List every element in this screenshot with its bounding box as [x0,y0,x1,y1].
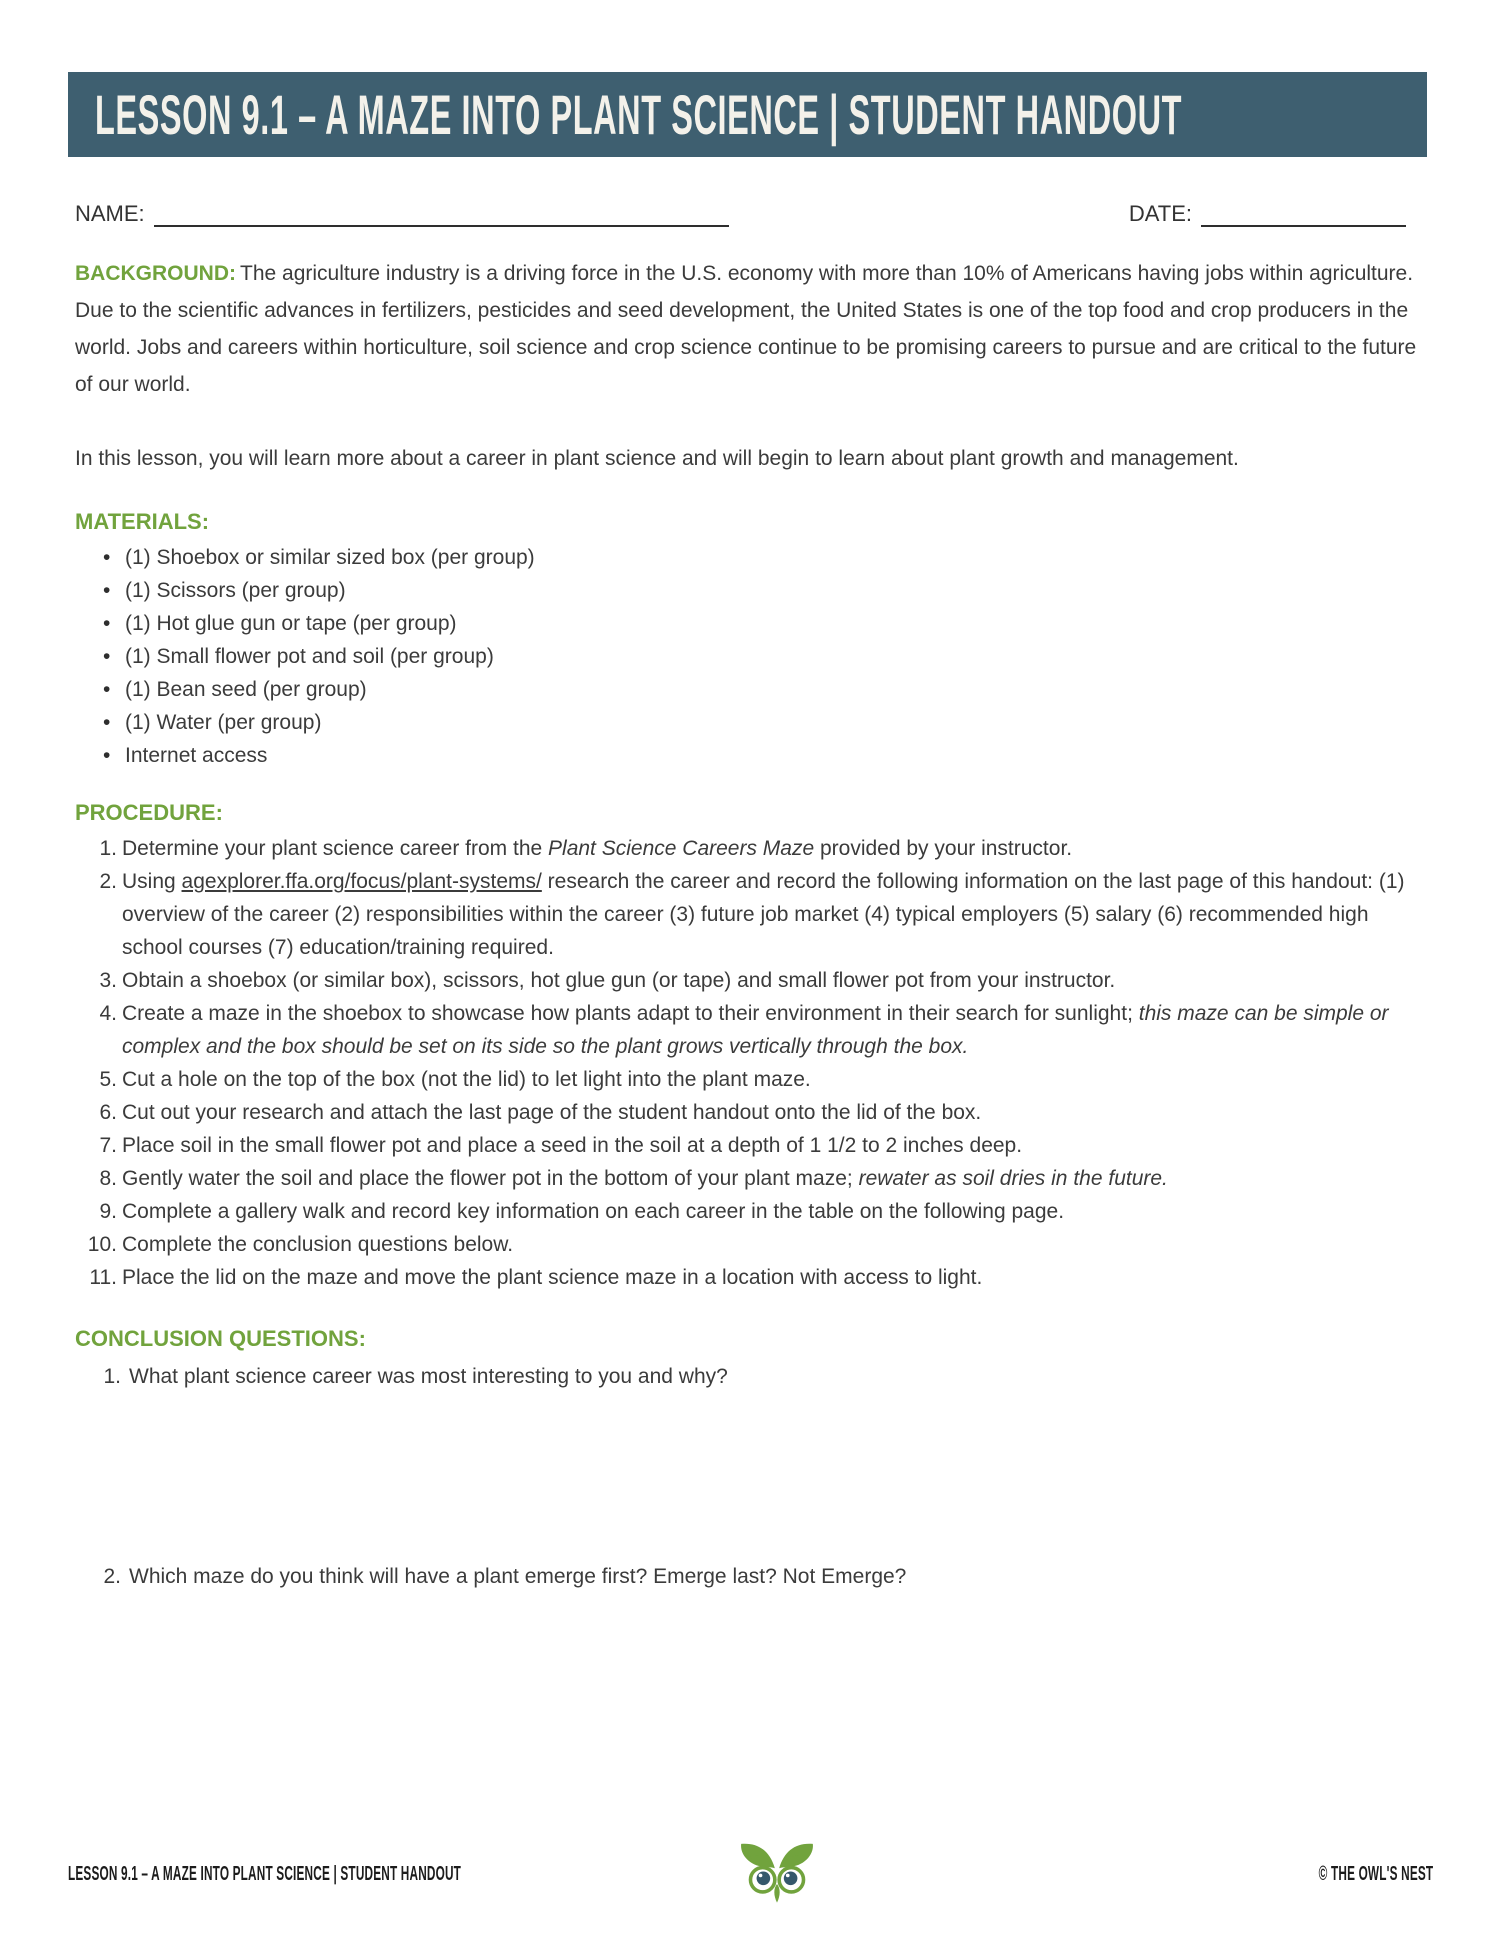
material-item-text: (1) Hot glue gun or tape (per group) [125,612,457,635]
step-text: Create a maze in the shoebox to showcase how plants adapt to their environment in their search for sunlight; this maze can be simple or complex and the box should be set on its side so the plant grows vertically through the box. [122,1002,1389,1058]
name-field [75,201,729,227]
bullet-icon: • [103,678,111,701]
step-number: 2. [99,870,117,893]
footer-lesson-title: LESSON 9.1 – A MAZE INTO PLANT SCIENCE | STUDENT HANDOUT [68,1863,462,1885]
list-item [75,673,1420,706]
date-input-line[interactable] [1201,203,1406,227]
procedure-step [75,865,1420,964]
step-text: Complete the conclusion questions below. [122,1233,514,1256]
lesson-paragraph: In this lesson, you will learn more about a career in plant science and will begin to learn about plant growth and management. [75,447,1239,470]
procedure-step [75,964,1420,997]
step-text: Gently water the soil and place the flower pot in the bottom of your plant maze; rewater as soil dries in the future. [122,1167,1168,1190]
procedure-heading: PROCEDURE: [75,800,223,825]
question-number: 1. [103,1365,121,1388]
step-text: Using agexplorer.ffa.org/focus/plant-systems/ research the career and record the following information on the last page of this handout: (1) overview of the career (2) responsibilities within the career (3) future job market (4) typical employers (5) salary (6) recommended high school courses (7) education/training required. [122,870,1405,959]
materials-list [75,541,1420,772]
material-item-text: (1) Shoebox or similar sized box (per group) [125,546,535,569]
list-item [75,541,1420,574]
procedure-step [75,1261,1420,1294]
question-number: 2. [103,1565,121,1588]
material-item-text: Internet access [125,744,268,767]
step-number: 3. [99,969,117,992]
procedure-step [75,997,1420,1063]
step-number: 5. [99,1068,117,1091]
list-item [75,739,1420,772]
step-number: 8. [99,1167,117,1190]
step-text: Cut out your research and attach the last page of the student handout onto the lid of the box. [122,1101,982,1124]
material-item-text: (1) Scissors (per group) [125,579,346,602]
procedure-step [75,1162,1420,1195]
background-paragraph [75,255,1420,403]
procedure-step [75,1096,1420,1129]
list-item [75,640,1420,673]
material-item-text: (1) Bean seed (per group) [125,678,367,701]
step-number: 10. [87,1233,117,1256]
step-text: Place soil in the small flower pot and place a seed in the soil at a depth of 1 1/2 to 2 inches deep. [122,1134,1023,1157]
step-number: 6. [99,1101,117,1124]
career-explorer-link[interactable]: agexplorer.ffa.org/focus/plant-systems/ [181,870,542,893]
procedure-step [75,1228,1420,1261]
list-item [75,706,1420,739]
bullet-icon: • [103,579,111,602]
background-label: BACKGROUND: [75,262,236,285]
step-text: Cut a hole on the top of the box (not the lid) to let light into the plant maze. [122,1068,811,1091]
conclusion-question-1 [75,1360,1420,1393]
date-label: DATE: [1128,201,1192,226]
list-item [75,574,1420,607]
materials-heading: MATERIALS: [75,509,210,534]
page-title: LESSON 9.1 – A MAZE INTO PLANT SCIENCE | STUDENT HANDOUT [95,83,1183,146]
material-item-text: (1) Small flower pot and soil (per group) [125,645,494,668]
bullet-icon: • [103,546,111,569]
bullet-icon: • [103,645,111,668]
procedure-step [75,1063,1420,1096]
bullet-icon: • [103,744,111,767]
page-footer [68,1831,1433,1917]
owl-logo-icon [734,1833,820,1915]
conclusion-heading: CONCLUSION QUESTIONS: [75,1326,366,1351]
list-item [75,607,1420,640]
step-text: Place the lid on the maze and move the plant science maze in a location with access to light. [122,1266,983,1289]
bullet-icon: • [103,612,111,635]
step-number: 11. [89,1266,117,1289]
step-number: 1. [99,837,117,860]
procedure-step [75,1195,1420,1228]
procedure-list [75,832,1420,1294]
question-text: What plant science career was most interesting to you and why? [129,1365,728,1388]
step-number: 9. [99,1200,117,1223]
name-date-row [75,201,1420,227]
date-field [1129,201,1406,227]
step-number: 4. [99,1002,117,1025]
procedure-step [75,1129,1420,1162]
name-input-line[interactable] [154,203,729,227]
step-text: Complete a gallery walk and record key information on each career in the table on the following page. [122,1200,1065,1223]
name-label: NAME: [75,201,145,226]
header-banner [68,72,1427,157]
question-text: Which maze do you think will have a plant emerge first? Emerge last? Not Emerge? [129,1565,907,1588]
step-text: Determine your plant science career from the Plant Science Careers Maze provided by your instructor. [122,837,1073,860]
footer-copyright: © THE OWL'S NEST [1318,1863,1433,1885]
step-number: 7. [99,1134,117,1157]
procedure-step [75,832,1420,865]
background-text: The agriculture industry is a driving force in the U.S. economy with more than 10% of Americans having jobs within agriculture. Due to the scientific advances in fertilizers, pesticides and seed development, the United States is one of the top food and crop producers in the world. Jobs and careers within horticulture, soil science and crop science continue to be promising careers to pursue and are critical to the future of our world. [75,262,1417,396]
conclusion-question-2 [75,1560,1420,1593]
step-text: Obtain a shoebox (or similar box), scissors, hot glue gun (or tape) and small flower pot from your instructor. [122,969,1116,992]
bullet-icon: • [103,711,111,734]
material-item-text: (1) Water (per group) [125,711,322,734]
